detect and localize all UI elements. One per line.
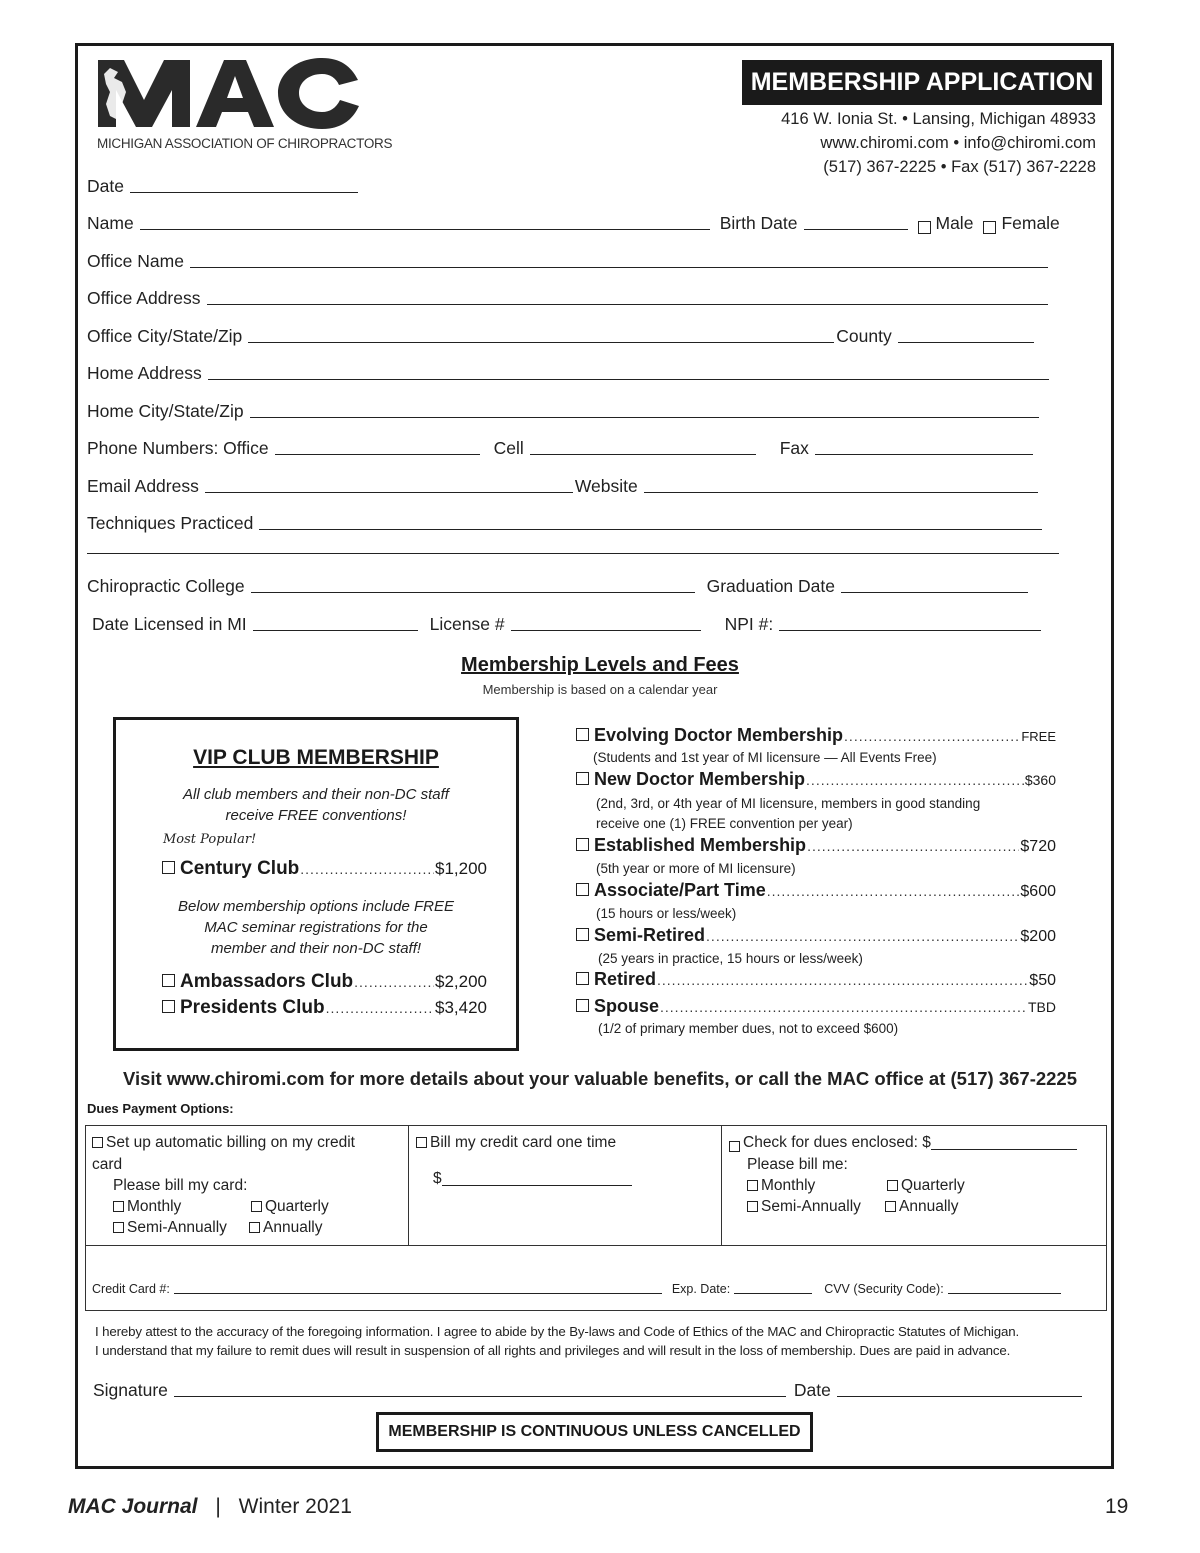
century-club-option[interactable] [162, 858, 487, 880]
logo-subtitle: MICHIGAN ASSOCIATION OF CHIROPRACTORS [97, 136, 393, 151]
level-note: (25 years in practice, 15 hours or less/week) [598, 951, 863, 966]
phone-row [87, 438, 1033, 459]
check-semi-annually-checkbox[interactable] [747, 1201, 758, 1212]
level-note: (5th year or more of MI licensure) [596, 861, 796, 876]
level-note: (Students and 1st year of MI licensure — All Events Free) [593, 750, 937, 765]
signature-label: Signature [93, 1380, 168, 1400]
presidents-club-price: $3,420 [435, 998, 487, 1017]
home-address-field[interactable] [208, 378, 1049, 380]
level-option-established[interactable] [576, 835, 1056, 856]
journal-name: MAC Journal [68, 1495, 198, 1518]
license-field[interactable] [511, 629, 701, 631]
level-price: $600 [1020, 883, 1056, 900]
presidents-club-name: Presidents Club [180, 997, 325, 1018]
levels-title: Membership Levels and Fees [461, 654, 739, 676]
check-option[interactable] [729, 1134, 1077, 1152]
office-name-label: Office Name [87, 251, 184, 271]
date-field[interactable] [130, 191, 358, 193]
auto-billing-label-line2: card [92, 1156, 123, 1173]
email-label: Email Address [87, 476, 199, 496]
phone-fax-line: (517) 367-2225 • Fax (517) 367-2228 [823, 158, 1096, 176]
semi-annually-label: Semi-Annually [127, 1219, 227, 1236]
vip-note2-line2: MAC seminar registrations for the [204, 919, 428, 936]
license-row [92, 614, 1041, 635]
one-time-label: Bill my credit card one time [430, 1134, 617, 1151]
presidents-club-checkbox[interactable] [162, 1000, 175, 1013]
vip-note2-line1: Below membership options include FREE [178, 898, 454, 915]
leader-dots [706, 928, 1019, 944]
birth-date-field[interactable] [804, 228, 908, 230]
web-email-line: www.chiromi.com • info@chiromi.com [820, 134, 1096, 152]
ambassadors-club-name: Ambassadors Club [180, 971, 354, 992]
graduation-field[interactable] [841, 591, 1028, 593]
credit-card-field[interactable] [174, 1292, 662, 1294]
quarterly-label: Quarterly [901, 1177, 965, 1194]
check-annually-option[interactable] [885, 1198, 958, 1216]
one-time-amount-row [433, 1170, 632, 1188]
journal-issue: Winter 2021 [238, 1495, 352, 1518]
level-name: Associate/Part Time [594, 880, 766, 900]
signature-date-label: Date [793, 1380, 831, 1400]
email-row [87, 476, 1038, 497]
home-address-label: Home Address [87, 363, 202, 383]
home-city-row [87, 401, 1039, 422]
attest-line1: I hereby attest to the accuracy of the foregoing information. I agree to abide by the By-laws and Code of Ethics of the MAC and Chiropractic Statutes of Michigan. [95, 1324, 1019, 1339]
leader-dots [660, 999, 1027, 1015]
level-name: Spouse [594, 996, 660, 1016]
leader-dots [354, 974, 434, 990]
level-note: (2nd, 3rd, or 4th year of MI licensure, members in good standing [596, 796, 981, 811]
one-time-checkbox[interactable] [416, 1137, 427, 1148]
level-name: New Doctor Membership [594, 769, 806, 789]
level-option-spouse[interactable] [576, 996, 1056, 1017]
fax-field[interactable] [815, 453, 1033, 455]
mac-logo [96, 52, 366, 132]
email-field[interactable] [205, 491, 573, 493]
century-club-name: Century Club [180, 858, 300, 879]
ambassadors-club-checkbox[interactable] [162, 974, 175, 987]
level-option-semi-retired[interactable] [576, 925, 1056, 946]
college-label: Chiropractic College [87, 576, 245, 596]
website-field[interactable] [644, 491, 1038, 493]
footer-separator: | [215, 1495, 221, 1518]
card-semi-annually-option[interactable] [113, 1219, 227, 1237]
please-bill-card-label: Please bill my card: [113, 1177, 248, 1194]
level-option-new-doctor[interactable] [576, 769, 1056, 790]
level-checkbox[interactable] [576, 928, 589, 941]
dollar-sign: $ [433, 1170, 442, 1187]
vip-title: VIP CLUB MEMBERSHIP [193, 746, 439, 769]
check-monthly-checkbox[interactable] [747, 1180, 758, 1191]
one-time-option[interactable] [416, 1134, 616, 1152]
check-quarterly-option[interactable] [887, 1177, 965, 1195]
application-title: MEMBERSHIP APPLICATION [742, 60, 1102, 105]
website-label: Website [574, 476, 638, 496]
level-price: TBD [1028, 999, 1056, 1015]
cell-label: Cell [493, 438, 524, 458]
auto-billing-label: Set up automatic billing on my credit [106, 1134, 355, 1151]
cell-field[interactable] [530, 453, 756, 455]
century-club-checkbox[interactable] [162, 861, 175, 874]
level-name: Semi-Retired [594, 925, 706, 945]
date-licensed-field[interactable] [253, 629, 418, 631]
home-address-row [87, 363, 1049, 384]
level-option-evolving[interactable] [576, 725, 1056, 746]
graduation-label: Graduation Date [706, 576, 835, 596]
continuous-membership-notice: MEMBERSHIP IS CONTINUOUS UNLESS CANCELLED [376, 1412, 813, 1452]
date-licensed-label: Date Licensed in MI [92, 614, 247, 634]
signature-date-field[interactable] [837, 1395, 1082, 1397]
male-label: Male [935, 213, 974, 233]
vip-note2-line3: member and their non-DC staff! [210, 940, 422, 957]
semi-annually-label: Semi-Annually [761, 1198, 861, 1215]
office-name-row [87, 251, 1048, 272]
monthly-label: Monthly [761, 1177, 816, 1194]
techniques-row [87, 513, 1042, 534]
date-row [87, 176, 358, 197]
attest-line2: I understand that my failure to remit dues will result in suspension of all rights and privileges and will result in the loss of membership. Dues are paid in advance. [95, 1343, 1011, 1358]
techniques-field-line2[interactable] [87, 552, 1059, 554]
level-note: (1/2 of primary member dues, not to exceed $600) [598, 1021, 899, 1036]
npi-field[interactable] [779, 629, 1041, 631]
level-option-retired[interactable] [576, 969, 1056, 990]
level-name: Established Membership [594, 835, 807, 855]
college-field[interactable] [251, 591, 695, 593]
exp-date-field[interactable] [734, 1292, 812, 1294]
home-city-field[interactable] [250, 416, 1039, 418]
name-field[interactable] [140, 228, 710, 230]
mac-logo-graphic [96, 52, 366, 132]
check-semi-annually-option[interactable] [747, 1198, 861, 1216]
level-checkbox[interactable] [576, 883, 589, 896]
level-option-associate[interactable] [576, 880, 1056, 901]
quarterly-label: Quarterly [265, 1198, 329, 1215]
name-row [87, 213, 1060, 234]
level-note: receive one (1) FREE convention per year) [596, 816, 853, 831]
cvv-label: CVV (Security Code): [824, 1282, 944, 1296]
leader-dots [767, 883, 1020, 899]
card-semi-annually-checkbox[interactable] [113, 1222, 124, 1233]
office-city-field[interactable] [248, 341, 834, 343]
most-popular-label: Most Popular! [163, 832, 257, 847]
leader-dots [844, 728, 1020, 744]
level-checkbox[interactable] [576, 728, 589, 741]
exp-date-label: Exp. Date: [671, 1282, 731, 1296]
one-time-amount-field[interactable] [442, 1184, 632, 1186]
credit-card-row [92, 1282, 1087, 1296]
check-checkbox[interactable] [729, 1141, 740, 1152]
phone-office-label: Phone Numbers: Office [87, 438, 269, 458]
leader-dots [807, 838, 1019, 854]
card-annually-checkbox[interactable] [249, 1222, 260, 1233]
presidents-club-option[interactable] [162, 997, 487, 1019]
office-address-field[interactable] [207, 303, 1048, 305]
county-field[interactable] [898, 341, 1034, 343]
check-label: Check for dues enclosed: $ [743, 1134, 931, 1151]
century-club-price: $1,200 [435, 859, 487, 878]
office-city-label: Office City/State/Zip [87, 326, 243, 346]
card-quarterly-checkbox[interactable] [251, 1201, 262, 1212]
annually-label: Annually [263, 1219, 323, 1236]
card-monthly-option[interactable] [113, 1198, 181, 1216]
female-label: Female [1001, 213, 1060, 233]
please-bill-me-label: Please bill me: [747, 1156, 848, 1173]
county-label: County [836, 326, 892, 346]
level-checkbox[interactable] [576, 972, 589, 985]
signature-field[interactable] [174, 1395, 786, 1397]
office-name-field[interactable] [190, 266, 1048, 268]
leader-dots [806, 772, 1024, 788]
level-price: FREE [1021, 729, 1056, 744]
techniques-field[interactable] [259, 528, 1042, 530]
level-price: $200 [1020, 928, 1056, 945]
male-checkbox[interactable] [918, 221, 931, 234]
card-annually-option[interactable] [249, 1219, 322, 1237]
level-price: $50 [1029, 972, 1056, 989]
page-number: 19 [1105, 1495, 1129, 1518]
footer-journal [68, 1495, 352, 1519]
level-checkbox[interactable] [576, 772, 589, 785]
check-monthly-option[interactable] [747, 1177, 815, 1195]
home-city-label: Home City/State/Zip [87, 401, 244, 421]
vip-note1-line2: receive FREE conventions! [225, 807, 407, 824]
signature-row [93, 1380, 1082, 1401]
level-checkbox[interactable] [576, 838, 589, 851]
level-price: $720 [1020, 838, 1056, 855]
phone-office-field[interactable] [275, 453, 480, 455]
leader-dots [326, 1000, 434, 1016]
vip-note1-line1: All club members and their non-DC staff [183, 786, 449, 803]
address-line: 416 W. Ionia St. • Lansing, Michigan 48933 [781, 110, 1096, 128]
college-row [87, 576, 1028, 597]
levels-subtitle: Membership is based on a calendar year [482, 682, 718, 697]
check-annually-checkbox[interactable] [885, 1201, 896, 1212]
dues-payment-label: Dues Payment Options: [87, 1101, 234, 1116]
level-checkbox[interactable] [576, 999, 589, 1012]
auto-billing-option[interactable] [92, 1134, 355, 1152]
credit-card-label: Credit Card #: [92, 1282, 170, 1296]
card-quarterly-option[interactable] [251, 1198, 329, 1216]
level-note: (15 hours or less/week) [596, 906, 737, 921]
level-name: Evolving Doctor Membership [594, 725, 844, 745]
female-checkbox[interactable] [983, 221, 996, 234]
npi-label: NPI #: [724, 614, 774, 634]
cvv-field[interactable] [948, 1292, 1061, 1294]
name-label: Name [87, 213, 134, 233]
ambassadors-club-price: $2,200 [435, 972, 487, 991]
office-address-row [87, 288, 1048, 309]
date-label: Date [87, 176, 124, 196]
level-name: Retired [594, 969, 657, 989]
card-monthly-checkbox[interactable] [113, 1201, 124, 1212]
level-price: $360 [1024, 772, 1056, 788]
fax-label: Fax [779, 438, 809, 458]
techniques-label: Techniques Practiced [87, 513, 254, 533]
table-divider [85, 1245, 1107, 1246]
check-quarterly-checkbox[interactable] [887, 1180, 898, 1191]
check-amount-field[interactable] [931, 1148, 1077, 1150]
monthly-label: Monthly [127, 1198, 182, 1215]
leader-dots [657, 972, 1028, 988]
auto-billing-checkbox[interactable] [92, 1137, 103, 1148]
table-divider [721, 1125, 722, 1246]
office-address-label: Office Address [87, 288, 201, 308]
birth-date-label: Birth Date [719, 213, 798, 233]
visit-website-text: Visit www.chiromi.com for more details about your valuable benefits, or call the MAC office at (517) 367-2225 [122, 1068, 1078, 1089]
leader-dots [300, 861, 434, 877]
office-city-row [87, 326, 1034, 347]
license-label: License # [429, 614, 505, 634]
annually-label: Annually [899, 1198, 959, 1215]
ambassadors-club-option[interactable] [162, 971, 487, 993]
table-divider [408, 1125, 409, 1246]
